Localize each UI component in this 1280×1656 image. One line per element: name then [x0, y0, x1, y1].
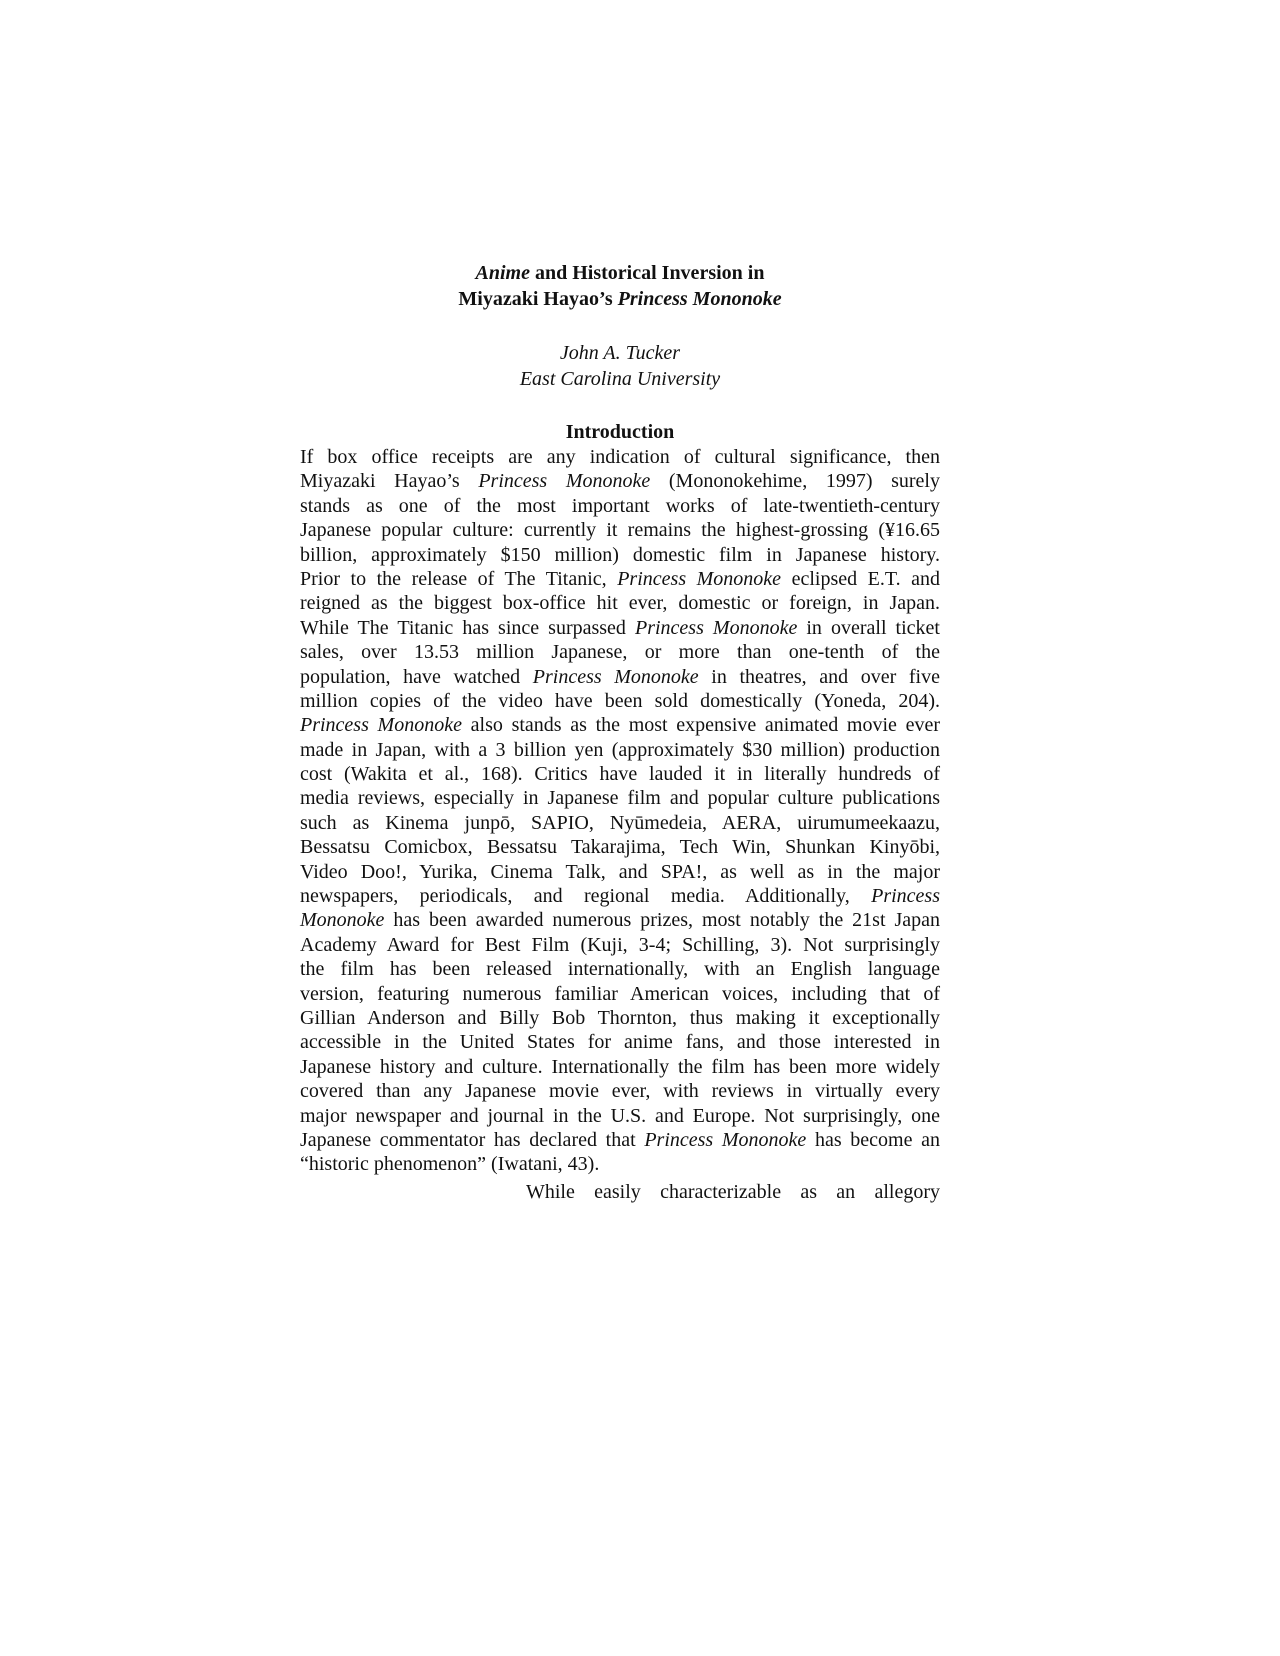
- paragraph-line: version, featuring numerous familiar American voices, including that of: [300, 982, 940, 1005]
- author-affiliation: East Carolina University: [519, 368, 721, 390]
- paragraph-line: Video Doo!, Yurika, Cinema Talk, and SPA!, as well as in the major: [300, 860, 940, 883]
- paragraph-line: [300, 665, 940, 689]
- paragraph-line: million copies of the video have been sold domestically (Yoneda, 204).: [300, 689, 940, 712]
- paragraph-line: the film has been released internationally, with an English language: [300, 958, 940, 981]
- paragraph-line: [300, 616, 940, 640]
- paragraph-line: [300, 884, 940, 908]
- paragraph-line: made in Japan, with a 3 billion yen (approximately $30 million) production: [300, 738, 940, 761]
- text-run: Miyazaki Hayao’s: [300, 470, 479, 493]
- paragraph-line: Academy Award for Best Film (Kuji, 3-4; Schilling, 3). Not surprisingly: [300, 933, 940, 956]
- italic-film-title: Mononoke: [300, 909, 385, 932]
- title-line-1: [300, 260, 940, 286]
- text-run: has become an: [806, 1128, 941, 1151]
- paragraph-line: If box office receipts are any indication of cultural significance, then: [300, 446, 940, 468]
- intro-paragraph: [300, 445, 940, 1177]
- paragraph-line: accessible in the United States for anime fans, and those interested in: [300, 1031, 940, 1054]
- paragraph-line: media reviews, especially in Japanese film and popular culture publications: [300, 787, 940, 810]
- text-run: Japanese commentator has declared that: [300, 1128, 645, 1151]
- italic-film-title: Princess Mononoke: [634, 616, 798, 639]
- paper-title: [300, 260, 940, 312]
- paragraph-line: [300, 469, 940, 493]
- text-run: population, have watched: [300, 665, 533, 688]
- next-paragraph-start: While easily characterizable as an allegory: [526, 1181, 940, 1203]
- paragraph-line: major newspaper and journal in the U.S. and Europe. Not surprisingly, one: [300, 1104, 940, 1127]
- title-italic-anime: Anime: [475, 262, 530, 284]
- italic-film-title: Princess: [871, 885, 940, 908]
- title-line-2-start: Miyazaki Hayao’s: [458, 288, 618, 310]
- paragraph-line: [300, 713, 940, 737]
- author-block: [300, 340, 940, 392]
- section-heading-introduction: Introduction: [565, 421, 675, 443]
- text-run: in overall ticket: [797, 616, 940, 639]
- paragraph-line: cost (Wakita et al., 168). Critics have lauded it in literally hundreds of: [300, 763, 940, 786]
- title-line-2: [300, 286, 940, 312]
- paragraph-line: reigned as the biggest box-office hit ever, domestic or foreign, in Japan.: [300, 592, 940, 615]
- text-run: (Mononokehime, 1997) surely: [650, 470, 940, 493]
- paragraph-line: billion, approximately $150 million) domestic film in Japanese history.: [300, 543, 940, 566]
- paragraph-line: stands as one of the most important works of late-twentieth-century: [300, 494, 940, 517]
- paragraph-line: [300, 567, 940, 591]
- title-line-1-rest: and Historical Inversion in: [529, 262, 765, 284]
- text-run: in theatres, and over five: [698, 665, 940, 688]
- text-run: While The Titanic has since surpassed: [300, 616, 635, 639]
- text-run: Prior to the release of The Titanic,: [300, 567, 618, 590]
- text-run: newspapers, periodicals, and regional media. Additionally,: [300, 885, 872, 908]
- paragraph-line: covered than any Japanese movie ever, with reviews in virtually every: [300, 1080, 940, 1103]
- italic-film-title: Princess Mononoke: [532, 665, 699, 688]
- paragraph-line: Japanese popular culture: currently it remains the highest-grossing (¥16.65: [300, 519, 940, 542]
- paragraph-line: [300, 1128, 940, 1152]
- text-run: eclipsed E.T. and: [781, 567, 941, 590]
- italic-film-title: Princess Mononoke: [617, 567, 782, 590]
- paragraph-line: Gillian Anderson and Billy Bob Thornton, thus making it exceptionally: [300, 1006, 940, 1029]
- paragraph-line: Bessatsu Comicbox, Bessatsu Takarajima, Tech Win, Shunkan Kinyōbi,: [300, 836, 940, 859]
- paragraph-line: such as Kinema junpō, SAPIO, Nyūmedeia, AERA, uirumumeekaazu,: [300, 811, 940, 834]
- italic-film-title: Princess Mononoke: [300, 714, 462, 737]
- italic-film-title: Princess Mononoke: [644, 1128, 807, 1151]
- italic-film-title: Princess Mononoke: [478, 470, 651, 493]
- paragraph-line: [300, 908, 940, 932]
- text-run: also stands as the most expensive animated movie ever: [461, 714, 940, 737]
- paragraph-line: sales, over 13.53 million Japanese, or more than one-tenth of the: [300, 641, 940, 664]
- paragraph-line: “historic phenomenon” (Iwatani, 43).: [300, 1153, 600, 1176]
- author-name: John A. Tucker: [559, 342, 681, 364]
- text-run: has been awarded numerous prizes, most notably the 21st Japan: [384, 909, 940, 932]
- paragraph-line: Japanese history and culture. Internationally the film has been more widely: [300, 1055, 940, 1078]
- title-italic-film: Princess Mononoke: [617, 288, 782, 310]
